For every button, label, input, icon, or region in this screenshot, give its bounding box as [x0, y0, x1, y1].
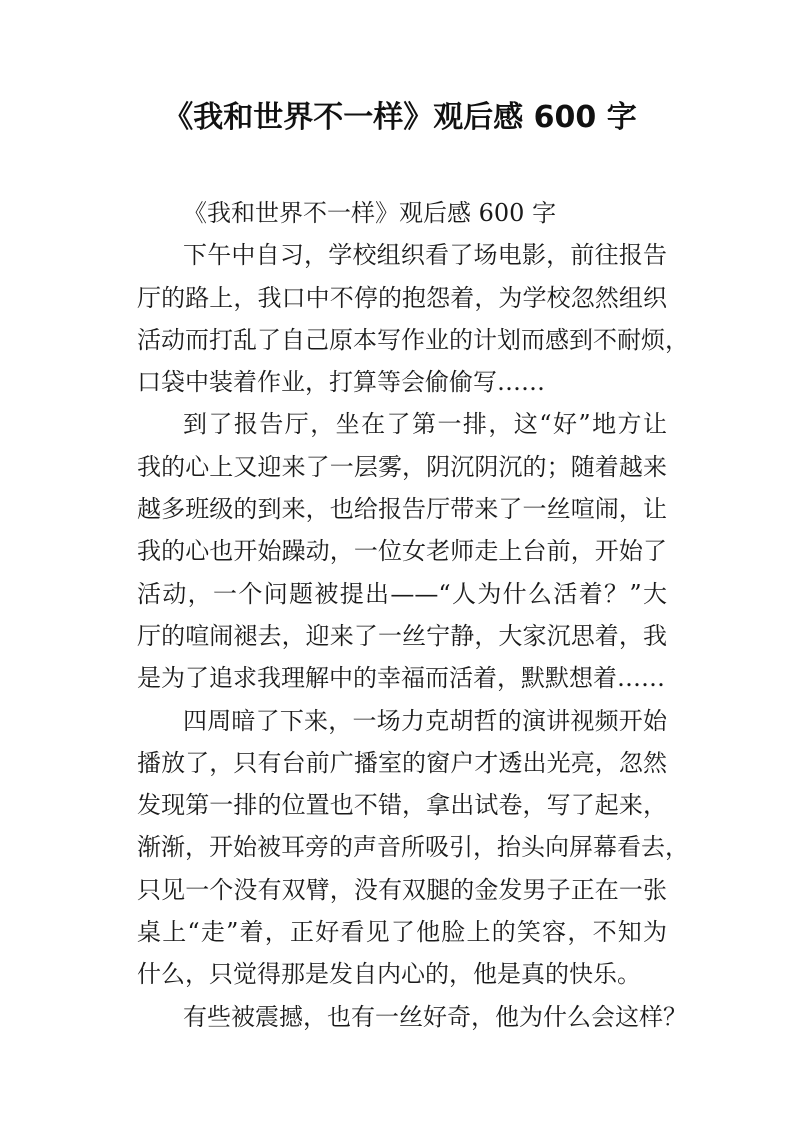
document-body	[137, 192, 689, 1038]
paragraph-line: 有些被震撼，也有一丝好奇，他为什么会这样？	[183, 1002, 687, 1031]
paragraph-line: 下午中自习，学校组织看了场电影，前往报告	[183, 241, 667, 270]
paragraph-2	[137, 403, 667, 699]
paragraph-line: 活动而打乱了自己原本写作业的计划而感到不耐烦，	[137, 325, 689, 354]
paragraph-line: 我的心也开始躁动，一位女老师走上台前，开始了	[137, 537, 667, 566]
paragraph-line: 到了报告厅，坐在了第一排，这“好”地方让	[183, 410, 667, 439]
paragraph-3	[137, 700, 689, 996]
paragraph-line: 厅的路上，我口中不停的抱怨着，为学校忽然组织	[137, 283, 667, 312]
paragraph-line: 发现第一排的位置也不错，拿出试卷，写了起来，	[137, 791, 667, 820]
paragraph-line: 桌上“走”着，正好看见了他脸上的笑容，不知为	[137, 918, 667, 947]
paragraph-line: 只见一个没有双臂，没有双腿的金发男子正在一张	[137, 875, 667, 904]
paragraph-line: 渐渐，开始被耳旁的声音所吸引，抬头向屏幕看去，	[137, 833, 689, 862]
paragraph-line: 是为了追求我理解中的幸福而活着，默默想着……	[137, 664, 665, 693]
paragraph-line: 越多班级的到来，也给报告厅带来了一丝喧闹，让	[137, 495, 667, 524]
document-title: 《我和世界不一样》观后感 600 字	[163, 100, 637, 135]
paragraph-line: 口袋中装着作业，打算等会偷偷写……	[137, 368, 545, 397]
paragraph-line: 什么，只觉得那是发自内心的，他是真的快乐。	[137, 960, 641, 989]
paragraph-line: 厅的喧闹褪去，迎来了一丝宁静，大家沉思着，我	[137, 621, 667, 650]
paragraph-line: 活动，一个问题被提出——“人为什么活着？”大	[137, 579, 667, 608]
paragraph-4	[137, 996, 687, 1038]
paragraph-line: 播放了，只有台前广播室的窗户才透出光亮，忽然	[137, 748, 667, 777]
paragraph-line: 我的心上又迎来了一层雾，阴沉阴沉的；随着越来	[137, 452, 667, 481]
paragraph-line: 四周暗了下来，一场力克胡哲的演讲视频开始	[183, 706, 667, 735]
paragraph-1	[137, 234, 689, 403]
body-subtitle: 《我和世界不一样》观后感 600 字	[183, 199, 557, 227]
